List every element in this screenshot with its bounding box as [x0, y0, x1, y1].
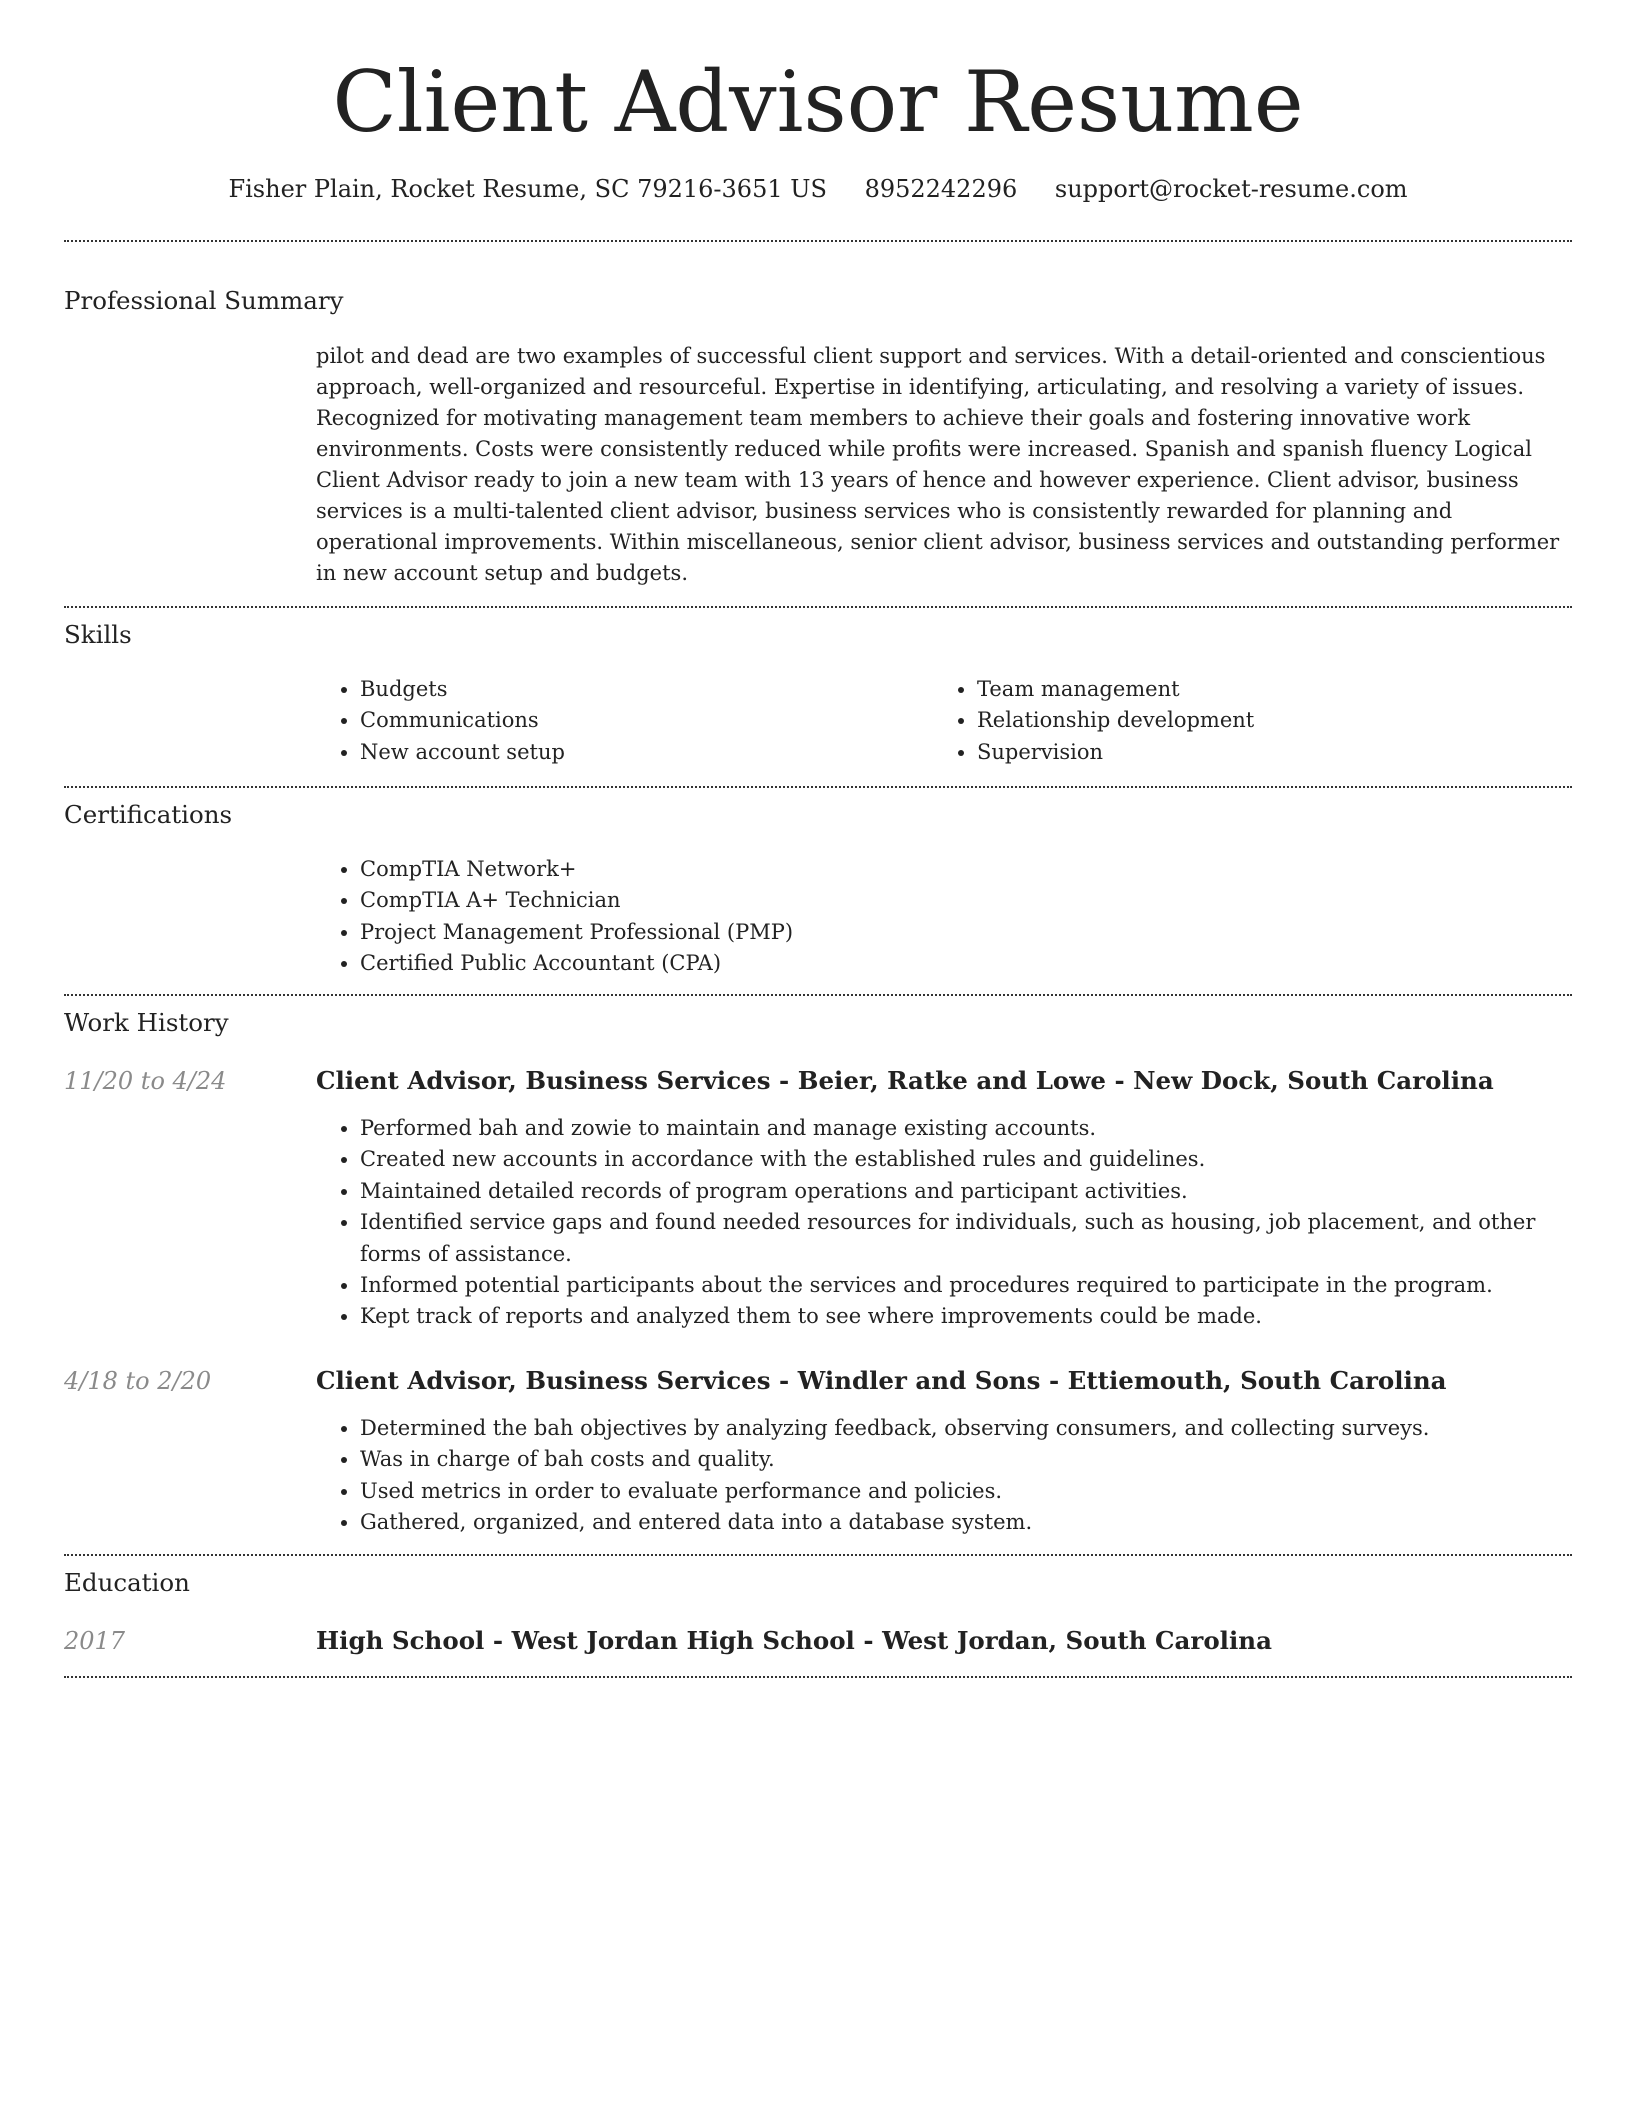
- skill-item: • Communications: [360, 705, 933, 736]
- contact-phone: 8952242296: [864, 175, 1018, 203]
- divider: [64, 786, 1572, 788]
- job-bullet: • Used metrics in order to evaluate performance and policies.: [360, 1476, 1574, 1507]
- skill-item: • Relationship development: [977, 705, 1550, 736]
- certifications-block: [316, 854, 1574, 980]
- skills-list-left: [316, 674, 933, 768]
- contact-address: Fisher Plain, Rocket Resume, SC 79216-3651 US: [228, 175, 827, 203]
- section-heading-summary: Professional Summary: [64, 286, 344, 315]
- skill-item: • Budgets: [360, 674, 933, 705]
- skill-item: • New account setup: [360, 737, 933, 768]
- job-title: Client Advisor, Business Services - Windler and Sons - Ettiemouth, South Carolina: [316, 1366, 1447, 1395]
- job-bullet: • Identified service gaps and found needed resources for individuals, such as housing, job placement, and other forms of assistance.: [360, 1207, 1574, 1270]
- job-bullet: • Created new accounts in accordance with the established rules and guidelines.: [360, 1144, 1574, 1175]
- contact-email: support@rocket-resume.com: [1054, 175, 1408, 203]
- job-dates: 11/20 to 4/24: [64, 1067, 227, 1095]
- job-bullet: • Gathered, organized, and entered data into a database system.: [360, 1507, 1574, 1538]
- resume-title: Client Advisor Resume: [332, 53, 1304, 151]
- certification-item: • CompTIA A+ Technician: [360, 885, 1574, 916]
- skills-block: [316, 674, 1574, 768]
- divider: [64, 994, 1572, 996]
- section-heading-certifications: Certifications: [64, 800, 233, 829]
- divider: [64, 606, 1572, 608]
- certification-item: • Certified Public Accountant (CPA): [360, 948, 1574, 979]
- job-bullet: • Kept track of reports and analyzed them to see where improvements could be made.: [360, 1301, 1574, 1332]
- summary-block: [316, 341, 1574, 589]
- summary-text: pilot and dead are two examples of successful client support and services. With a detail-oriented and conscientious approach, well-organized and resourceful. Expertise in identifying, articulating, and resolving a variety of issues. Recognized for motivating management team members to achieve their goals and fostering innovative work environments. Costs were consistently reduced while profits were increased. Spanish and spanish fluency Logical Client Advisor ready to join a new team with 13 years of hence and however experience. Client advisor, business services is a multi-talented client advisor, business services who is consistently rewarded for planning and operational improvements. Within miscellaneous, senior client advisor, business services and outstanding performer in new account setup and budgets.: [316, 344, 1560, 585]
- certification-item: • CompTIA Network+: [360, 854, 1574, 885]
- divider: [64, 1554, 1572, 1556]
- education-entry: [316, 1626, 1574, 1656]
- job-bullets: [316, 1113, 1574, 1333]
- contact-line: [64, 174, 1572, 204]
- job-entry: [316, 1366, 1574, 1539]
- job-title: Client Advisor, Business Services - Beier, Ratke and Lowe - New Dock, South Carolina: [316, 1066, 1494, 1095]
- job-bullet: • Informed potential participants about the services and procedures required to participate in the program.: [360, 1270, 1574, 1301]
- divider: [64, 240, 1572, 242]
- job-bullets: [316, 1413, 1574, 1539]
- job-entry: [316, 1066, 1574, 1333]
- education-title: High School - West Jordan High School - West Jordan, South Carolina: [316, 1626, 1272, 1655]
- skill-item: • Team management: [977, 674, 1550, 705]
- skill-item: • Supervision: [977, 737, 1550, 768]
- job-bullet: • Was in charge of bah costs and quality.: [360, 1444, 1574, 1475]
- job-bullet: • Determined the bah objectives by analyzing feedback, observing consumers, and collecting surveys.: [360, 1413, 1574, 1444]
- education-year: 2017: [64, 1627, 126, 1655]
- job-bullet: • Maintained detailed records of program operations and participant activities.: [360, 1176, 1574, 1207]
- resume-page: [64, 0, 1572, 1655]
- certifications-list: [316, 854, 1574, 980]
- job-bullet: • Performed bah and zowie to maintain and manage existing accounts.: [360, 1113, 1574, 1144]
- section-heading-skills: Skills: [64, 620, 132, 649]
- job-dates: 4/18 to 2/20: [64, 1367, 212, 1395]
- certification-item: • Project Management Professional (PMP): [360, 917, 1574, 948]
- divider: [64, 1676, 1572, 1678]
- skills-list-right: [933, 674, 1550, 768]
- section-heading-work-history: Work History: [64, 1008, 229, 1037]
- section-heading-education: Education: [64, 1568, 190, 1597]
